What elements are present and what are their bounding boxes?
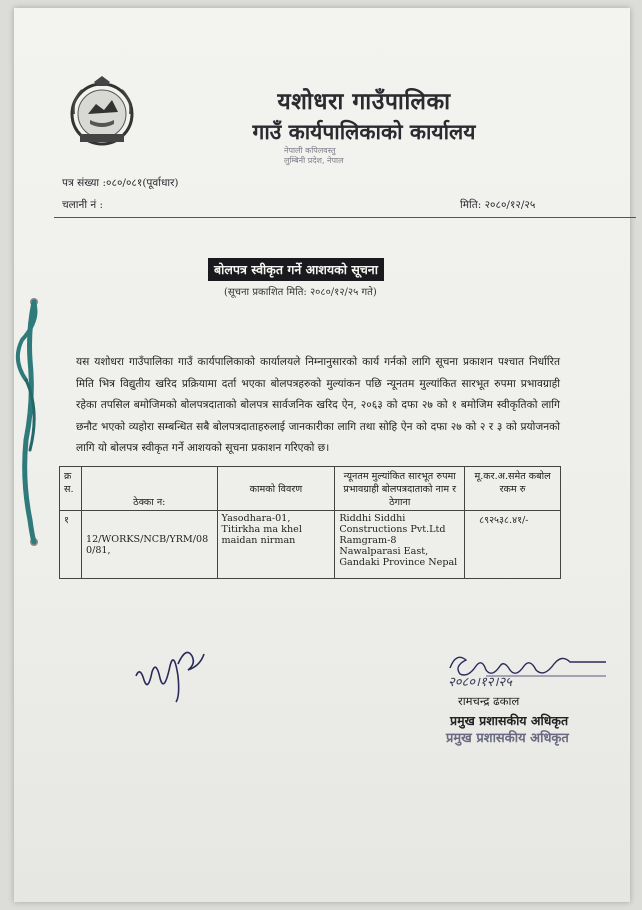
publication-date: (सूचना प्रकाशित मिति: २०८०/१२/२५ गते)	[224, 287, 377, 298]
header-divider	[54, 217, 636, 218]
row-contract	[81, 511, 217, 579]
office-stamp	[284, 146, 394, 186]
row-amount: ८९२५३८.४१/-	[465, 511, 561, 579]
row-contract-value: 12/WORKS/NCB/YRM/080/81,	[85, 533, 209, 556]
dispatch-number: चलानी नं :	[62, 199, 104, 211]
table-header-row	[60, 467, 561, 511]
nepal-emblem-icon	[66, 74, 138, 148]
binding-thread	[0, 290, 60, 550]
initial-signature	[130, 636, 210, 706]
stamp-line-1: नेपाली कपिलवस्तु	[284, 146, 336, 155]
officer-post-stamp: प्रमुख प्रशासकीय अधिकृत	[446, 731, 569, 746]
officer-name: रामचन्द्र ढकाल	[458, 694, 520, 708]
notice-title: बोलपत्र स्वीकृत गर्ने आशयको सूचना	[208, 258, 384, 281]
letter-date: मिति: २०८०/१२/२५	[460, 199, 536, 211]
signature-date: २०८०।१२।२५	[448, 675, 512, 690]
bid-table	[59, 466, 561, 579]
stamp-line-2: लुम्बिनी प्रदेश, नेपाल	[284, 156, 344, 165]
office-name: गाउँ कार्यपालिकाको कार्यालय	[252, 119, 476, 144]
header-bidder: न्यूनतम मुल्यांकित सारभूत रुपमा प्रभावग्राही बोलपत्रदाताको नाम र ठेगाना	[335, 467, 465, 511]
row-sn: १	[60, 511, 82, 579]
header-contract	[81, 467, 217, 511]
reference-number: पत्र संख्या :०८०/०८१(पूर्वाधार)	[62, 177, 179, 189]
header-sn: क्र स.	[60, 467, 82, 511]
notice-body: यस यशोधरा गाउँपालिका गाउँ कार्यपालिकाको कार्यालयले निम्नानुसारको कार्य गर्नको लागि सूचना प्रकाशन पश्चात निर्धारित मिति भित्र विद्युतीय खरिद प्रक्रियामा दर्ता भएका बोलपत्रहरुको मुल्यांकन पछि न्यूनतम मुल्यांकित सारभूत रुपमा प्रभावग्राही रहेका तपसिल बमोजिमको बोलपत्रदाताको बोलपत्र सार्वजनिक खरिद ऐन, २०६३ को दफा २७ को १ बमोजिम स्वीकृतिको लागि छनौट भएको व्यहोरा सम्बन्धित सबै बोलपत्रदाताहरुलाई जानकारीका लागि तथा सोहि ऐन को दफा २७ को २ र ३ को प्रयोजनको लागि यो बोलपत्र स्वीकृत गर्ने आशयको सूचना प्रकाशन गरिएको छ।	[76, 356, 560, 454]
notice-page	[14, 8, 630, 902]
header-contract-label: ठेक्का न:	[133, 497, 166, 508]
row-bidder: Riddhi Siddhi Constructions Pvt.Ltd Ramgram-8 Nawalparasi East, Gandaki Province Nepal	[335, 511, 465, 579]
row-work: Yasodhara-01, Titirkha ma khel maidan nirman	[217, 511, 335, 579]
table-row	[60, 511, 561, 579]
municipality-name: यशोधरा गाउँपालिका	[277, 88, 451, 115]
officer-post: प्रमुख प्रशासकीय अधिकृत	[450, 713, 569, 728]
header-amount: मू.कर.अ.समेत कबोल रकम रु	[465, 467, 561, 511]
header-work: कामको विवरण	[217, 467, 335, 511]
